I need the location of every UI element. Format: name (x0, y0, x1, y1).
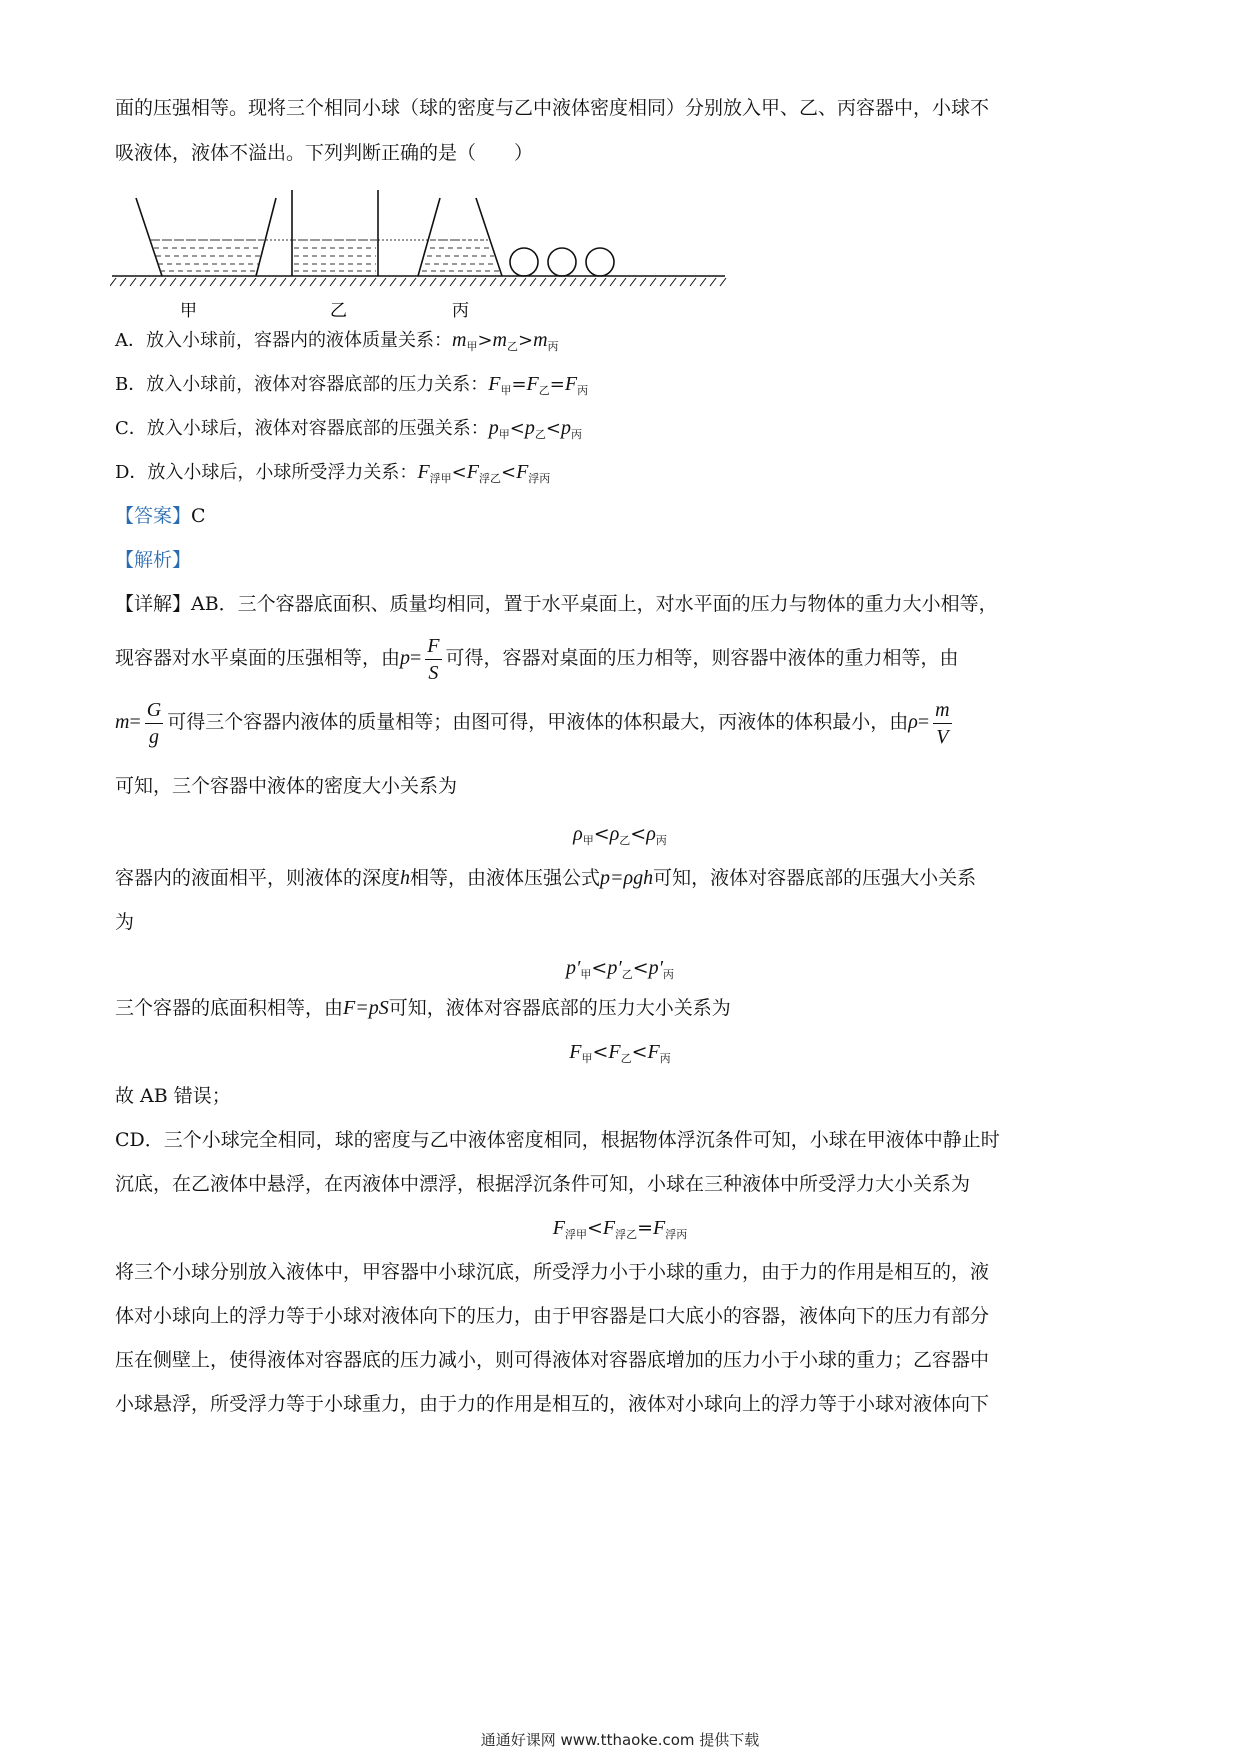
formula-op: < (586, 1217, 603, 1239)
formula-var: F (647, 1041, 660, 1063)
option-a (115, 326, 559, 361)
pressure-relation (0, 954, 1240, 989)
option-d-var: F (466, 461, 479, 483)
formula-op: = (637, 1217, 654, 1239)
liquid-yi (292, 240, 378, 271)
detail-line-13: 沉底，在乙液体中悬浮，在丙液体中漂浮，根据浮沉条件可知，小球在三种液体中所受浮力大小关系为 (115, 1173, 971, 1195)
liquid-jia (150, 240, 264, 271)
detail-line-7: 为 (115, 911, 135, 933)
rho-relation (0, 820, 1240, 855)
formula-op: < (630, 823, 647, 845)
footer-watermark: 通通好课网 www.tthaoke.com 提供下载 (480, 1731, 760, 1749)
fraction-denominator: S (428, 661, 439, 684)
formula-var: F (608, 1041, 621, 1063)
option-b (115, 370, 588, 405)
option-a-var: m (492, 329, 507, 351)
option-a-op: > (518, 330, 534, 351)
option-c (115, 414, 582, 449)
fraction-m-over-v (933, 697, 951, 750)
fraction-numerator: F (425, 633, 441, 660)
formula-var: p′ (607, 957, 622, 979)
option-a-var: m (533, 329, 548, 351)
formula-sub: 乙 (619, 834, 631, 847)
formula-sub: 浮甲 (564, 1228, 587, 1241)
ball-3 (586, 248, 614, 276)
detail-line-11: 故 AB 错误； (115, 1085, 231, 1107)
fraction-g-over-g (145, 697, 163, 750)
option-a-sub: 乙 (507, 340, 518, 353)
fraction-numerator: G (145, 697, 163, 724)
detail-text: 三个容器的底面积相等，由 (115, 997, 344, 1019)
option-d-text: D．放入小球后，小球所受浮力关系： (115, 462, 418, 483)
formula-expression: F=pS (343, 997, 389, 1019)
detail-text: 容器内的液面相平，则液体的深度 (115, 867, 401, 889)
analysis-label: 【解析】 (115, 549, 192, 571)
ground-hatch (110, 278, 726, 286)
formula-var: ρ (646, 823, 656, 845)
formula-sub: 乙 (620, 1052, 632, 1065)
option-c-var: p (560, 417, 571, 439)
formula-op: < (593, 823, 610, 845)
option-d-var: F (516, 461, 529, 483)
detail-text: 可知，液体对容器底部的压力大小关系为 (388, 997, 731, 1019)
option-d-op: < (500, 462, 517, 483)
detail-text: 现容器对水平桌面的压强相等，由 (115, 647, 401, 669)
formula-sub: 丙 (662, 968, 674, 981)
detail-line-16: 体对小球向上的浮力等于小球对液体向下的压力，由于甲容器是口大底小的容器，液体向下的压力有部分 (115, 1305, 990, 1327)
option-b-text: B．放入小球前，液体对容器底部的压力关系： (115, 374, 489, 395)
detail-text: 可得三个容器内液体的质量相等；由图可得，甲液体的体积最大，丙液体的体积最小，由 (167, 711, 909, 733)
option-b-sub: 乙 (538, 384, 550, 397)
option-b-op: = (511, 374, 527, 395)
option-c-sub: 甲 (498, 428, 510, 441)
option-c-var: p (524, 417, 535, 439)
formula-op: = (917, 711, 930, 733)
formula-var: p′ (648, 957, 663, 979)
formula-op: = (129, 711, 141, 733)
formula-sub: 浮丙 (665, 1228, 688, 1241)
formula-var: ρ (573, 823, 583, 845)
option-b-var: F (526, 373, 539, 395)
formula-expression: p=ρgh (600, 867, 654, 889)
fraction-denominator: V (936, 725, 949, 748)
option-b-sub: 甲 (500, 384, 512, 397)
analysis-line (115, 546, 1125, 574)
detail-text: 相等，由液体压强公式 (410, 867, 601, 889)
intro-line-2: 吸液体，液体不溢出。下列判断正确的是（ ） (115, 142, 534, 164)
option-d-sub: 浮丙 (528, 472, 551, 485)
detail-line-12: CD．三个小球完全相同，球的密度与乙中液体密度相同，根据物体浮沉条件可知，小球在甲液体中静止时 (115, 1129, 1000, 1151)
container-yi (292, 190, 378, 276)
option-d-sub: 浮乙 (478, 472, 501, 485)
detail-line-6 (115, 864, 1125, 892)
buoyancy-relation (0, 1214, 1240, 1249)
label-yi: 乙 (330, 301, 347, 321)
formula-var: F (653, 1217, 666, 1239)
formula-sub: 乙 (621, 968, 633, 981)
fraction-numerator: m (933, 697, 951, 724)
formula-op: < (592, 1041, 609, 1063)
formula-sub: 甲 (582, 834, 594, 847)
option-b-var: F (564, 373, 578, 395)
liquid-bing (422, 240, 499, 271)
option-d-var: F (417, 461, 430, 483)
formula-var: ρ (908, 711, 918, 733)
option-d-op: < (451, 462, 467, 483)
detail-text: 可知，液体对容器底部的压强大小关系 (653, 867, 977, 889)
detail-line-4: 可知，三个容器中液体的密度大小关系为 (115, 775, 458, 797)
formula-sub: 甲 (580, 968, 592, 981)
option-c-op: < (509, 418, 525, 439)
detail-line-18: 小球悬浮，所受浮力等于小球重力，由于力的作用是相互的，液体对小球向上的浮力等于小球对液体向下 (115, 1393, 990, 1415)
formula-var: m (115, 711, 130, 733)
formula-op: < (631, 1041, 648, 1063)
formula-sub: 甲 (581, 1052, 593, 1065)
formula-var: ρ (609, 823, 620, 845)
answer-line (115, 502, 1125, 530)
label-bing: 丙 (452, 301, 469, 321)
formula-var: F (552, 1217, 565, 1239)
intro-line-1: 面的压强相等。现将三个相同小球（球的密度与乙中液体密度相同）分别放入甲、乙、丙容器中，小球不 (115, 97, 990, 119)
force-relation (0, 1038, 1240, 1073)
label-jia: 甲 (180, 301, 197, 321)
ball-1 (510, 248, 538, 276)
formula-op: < (591, 957, 608, 979)
formula-sub: 丙 (655, 834, 667, 847)
formula-op: < (632, 957, 649, 979)
formula-var: h (400, 867, 411, 889)
option-c-sub: 乙 (534, 428, 546, 441)
formula-var: p′ (566, 957, 581, 979)
formula-op: = (410, 647, 422, 669)
option-a-text: A．放入小球前，容器内的液体质量关系： (115, 330, 452, 351)
formula-sub: 丙 (659, 1052, 671, 1065)
detail-line-15: 将三个小球分别放入液体中，甲容器中小球沉底，所受浮力小于小球的重力，由于力的作用是相互的，液 (115, 1261, 990, 1283)
option-b-sub: 丙 (577, 384, 589, 397)
option-d-sub: 浮甲 (429, 472, 452, 485)
formula-sub: 浮乙 (615, 1228, 638, 1241)
fraction-f-over-s (425, 633, 441, 686)
detail-line-9 (115, 994, 1125, 1022)
option-a-var: m (452, 329, 467, 351)
option-c-sub: 丙 (570, 428, 582, 441)
option-b-var: F (488, 373, 501, 395)
detail-line-2 (115, 630, 1125, 686)
detail-text: 可得，容器对桌面的压力相等，则容器中液体的重力相等，由 (445, 647, 959, 669)
option-a-sub: 丙 (547, 340, 559, 353)
answer-label: 【答案】 (115, 505, 192, 527)
detail-line-3 (115, 694, 1125, 750)
ball-2 (548, 248, 576, 276)
formula-var: F (569, 1041, 582, 1063)
formula-var: F (602, 1217, 616, 1239)
option-c-var: p (488, 417, 499, 439)
option-a-sub: 甲 (466, 340, 478, 353)
detail-line-1: 【详解】AB．三个容器底面积、质量均相同，置于水平桌面上，对水平面的压力与物体的重力大小相等， (115, 593, 998, 615)
option-a-op: > (477, 330, 493, 351)
fraction-denominator: g (148, 725, 159, 748)
option-d (115, 458, 550, 493)
answer-value: C (191, 505, 206, 527)
option-c-op: < (545, 418, 561, 439)
detail-line-17: 压在侧壁上，使得液体对容器底的压力减小，则可得液体对容器底增加的压力小于小球的重力；乙容器中 (115, 1349, 990, 1371)
formula-var: p (400, 647, 411, 669)
option-c-text: C．放入小球后，液体对容器底部的压强关系： (115, 418, 489, 439)
option-b-op: = (549, 374, 565, 395)
